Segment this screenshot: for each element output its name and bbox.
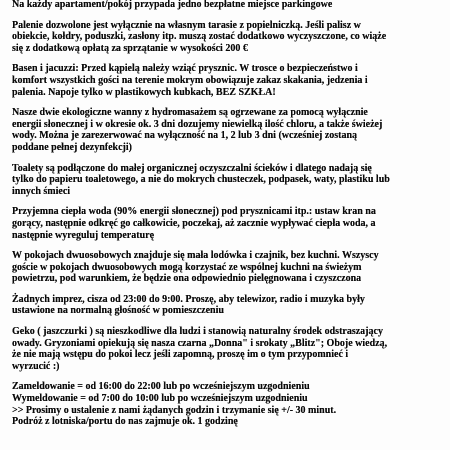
paragraph-quiet-hours-rules [12,294,432,317]
text-line: Palenie dozwolone jest wyłącznie na własnym tarasie z popielniczką. Jeśli palisz w [12,19,361,31]
text-line: Na każdy apartament/pokój przypada jedno bezpłatne miejsce parkingowe [12,0,333,10]
paragraph-pool-jacuzzi-rules [12,63,432,98]
text-line: Wymeldowanie = od 7:00 do 10:00 lub po wcześniejszym uzgodnieniu [12,393,308,405]
text-line: Basen i jacuzzi: Przed kąpielą należy wziąć prysznic. W trosce o bezpieczeństwo i [12,63,358,75]
text-line: gorący, następnie odkręć go całkowicie, poczekaj, aż zacznie wypływać ciepła woda, a [12,217,376,229]
text-line: owady. Gryzoniami opiekują się nasza czarna „Donna" i srokaty „Blitz"; Oboje wiedzą, [12,337,388,349]
text-line: goście w pokojach dwuosobowych mogą korzystać ze wspólnej kuchni na świeżym [12,261,362,273]
text-line: następnie wyreguluj temperaturę [12,229,155,241]
text-line: się z dodatkową opłatą za sprzątanie w wysokości 200 € [12,42,248,54]
house-rules-text [12,0,432,437]
text-line: Przyjemna ciepła woda (90% energii słonecznej) pod prysznicami itp.: ustaw kran na [12,206,376,218]
text-line: Podróż z lotniska/portu do nas zajmuje ok. 1 godzinę [12,416,238,428]
text-line: W pokojach dwuosobowych znajduje się mała lodówka i czajnik, bez kuchni. Wszyscy [12,250,379,262]
text-line: innych śmieci [12,185,71,197]
text-line: Zameldowanie = od 16:00 do 22:00 lub po wcześniejszym uzgodnieniu [12,381,310,393]
paragraph-parking-note [12,0,432,11]
paragraph-hot-water-instructions [12,206,432,241]
text-line: >> Prosimy o ustalenie z nami żądanych godzin i trzymanie się +/- 30 minut. [12,404,337,416]
text-line: Toalety są podłączone do małej organicznej oczyszczalni ścieków i dlatego nadają się [12,162,372,174]
paragraph-double-rooms-kitchen-info [12,250,432,285]
text-line: wody. Można je zarezerwować na wyłączność na 1, 2 lub 3 dni (wcześniej zostaną [12,130,358,142]
text-line: tylko do papieru toaletowego, a nie do mokrych chusteczek, podpasek, waty, plastiku lub [12,174,390,186]
text-line: powietrzu, pod warunkiem, że będzie ona odpowiednio pielęgnowana i czyszczona [12,273,362,285]
text-line: że nie mają wstępu do pokoi lecz jeśli zapomną, proszę im o tym przypomnieć i [12,349,349,361]
text-line: ustawione na normalną głośność w pomieszczeniu [12,305,224,317]
text-line: Nasze dwie ekologiczne wanny z hydromasażem są ogrzewane za pomocą wyłącznie [12,107,368,119]
text-line: energii słonecznej i w okresie ok. 3 dni dozujemy niewielką ilość chloru, a także świeżej [12,118,383,130]
text-line: wyrzucić :) [12,360,60,372]
paragraph-eco-hot-tubs-info [12,107,432,153]
paragraph-toilet-rules [12,163,432,198]
text-line: palenia. Napoje tylko w plastikowych kubkach, BEZ SZKŁA! [12,86,276,98]
text-line: obiekcie, kołdry, poduszki, zasłony itp. muszą zostać dodatkowo wyczyszczone, co wiąże [12,31,387,43]
paragraph-check-in-out-times [12,381,432,427]
text-line: komfort wszystkich gości na terenie mokrym obowiązuje zakaz skakania, jedzenia i [12,74,368,86]
text-line: poddane pełnej dezynfekcji) [12,141,132,153]
paragraph-smoking-rules [12,20,432,55]
paragraph-gecko-pets-info [12,326,432,372]
text-line: Żadnych imprez, cisza od 23:00 do 9:00. Proszę, aby telewizor, radio i muzyka były [12,293,365,305]
text-line: Geko ( jaszczurki ) są nieszkodliwe dla ludzi i stanowią naturalny środek odstraszający [12,326,383,338]
